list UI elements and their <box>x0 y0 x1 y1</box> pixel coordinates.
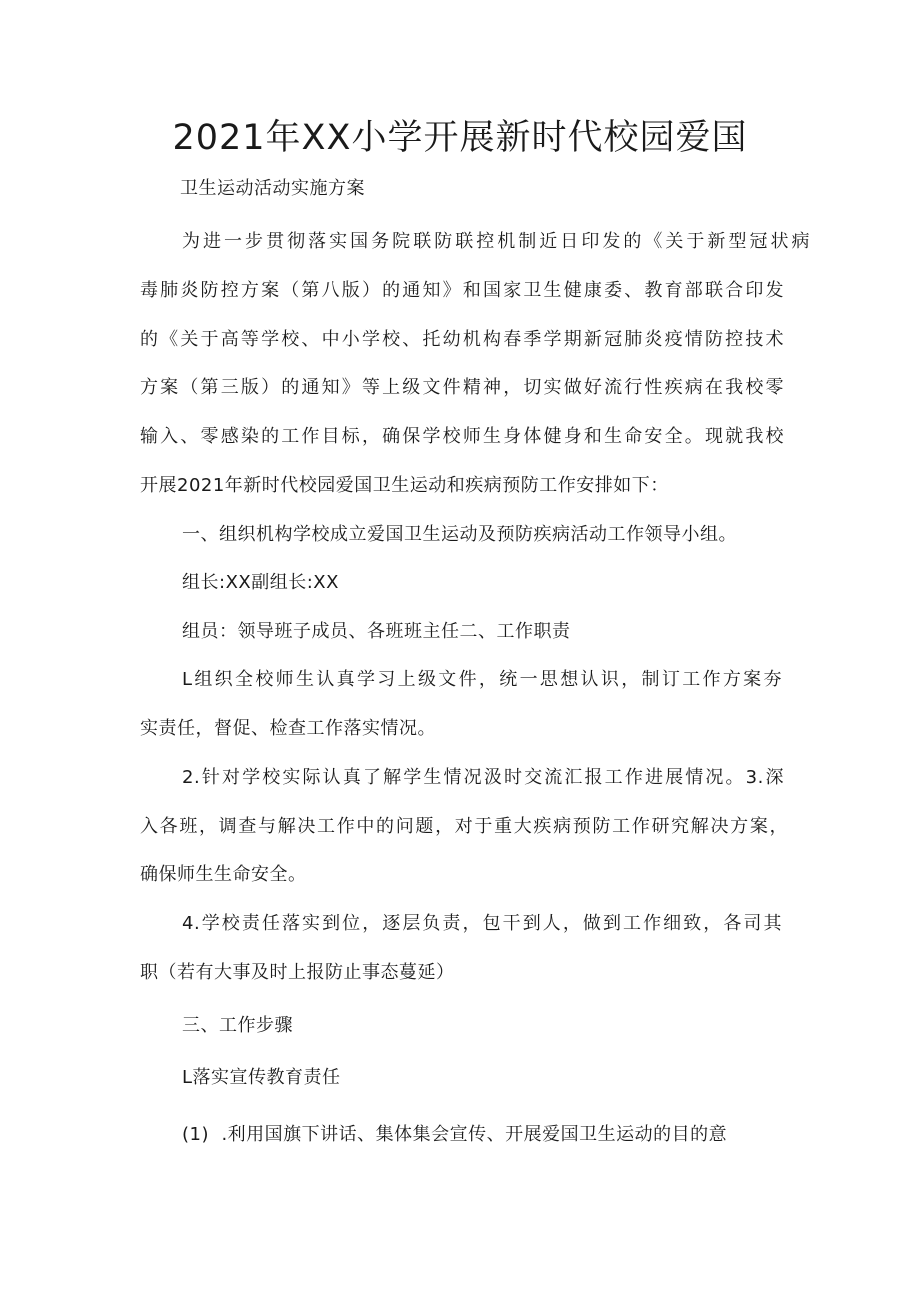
paragraph-line: 的《关于高等学校、中小学校、托幼机构春季学期新冠肺炎疫情防控技术 <box>140 329 784 350</box>
section-heading: 三、工作步骤 <box>182 1015 293 1036</box>
paragraph-line: 毒肺炎防控方案（第八版）的通知》和国家卫生健康委、教育部联合印发 <box>140 280 784 301</box>
paragraph-line: L落实宣传教育责任 <box>182 1067 341 1088</box>
paragraph-line: 入各班，调查与解决工作中的问题，对于重大疾病预防工作研究解决方案， <box>140 816 788 837</box>
paragraph-line: 组长:XX副组长:XX <box>182 572 339 593</box>
paragraph-line: 开展2021年新时代校园爱国卫生运动和疾病预防工作安排如下： <box>140 475 669 496</box>
paragraph-line: 实责任，督促、检查工作落实情况。 <box>140 718 436 739</box>
paragraph-line: 4.学校责任落实到位，逐层负责，包干到人，做到工作细致，各司其 <box>182 913 782 934</box>
paragraph-line: 方案（第三版）的通知》等上级文件精神，切实做好流行性疾病在我校零 <box>140 377 784 398</box>
paragraph-line: 确保师生生命安全。 <box>140 864 307 885</box>
paragraph-line: 职（若有大事及时上报防止事态蔓延） <box>140 962 455 983</box>
paragraph-line: L组织全校师生认真学习上级文件，统一思想认识，制订工作方案夯 <box>182 669 782 690</box>
document-title: 2021年XX小学开展新时代校园爱国 <box>172 118 748 158</box>
paragraph-line: 2.针对学校实际认真了解学生情况汲时交流汇报工作进展情况。3.深 <box>182 767 784 788</box>
paragraph-line: 输入、零感染的工作目标，确保学校师生身体健身和生命安全。现就我校 <box>140 426 784 447</box>
section-heading: 一、组织机构学校成立爱国卫生运动及预防疾病活动工作领导小组。 <box>182 524 737 545</box>
paragraph-line: 为进一步贯彻落实国务院联防联控机制近日印发的《关于新型冠状病 <box>182 231 810 252</box>
paragraph-line: 组员：领导班子成员、各班班主任二、工作职责 <box>182 621 571 642</box>
subtitle-line: 卫生运动活动实施方案 <box>180 178 365 199</box>
paragraph-line: (1) .利用国旗下讲话、集体集会宣传、开展爱国卫生运动的目的意 <box>182 1124 728 1145</box>
